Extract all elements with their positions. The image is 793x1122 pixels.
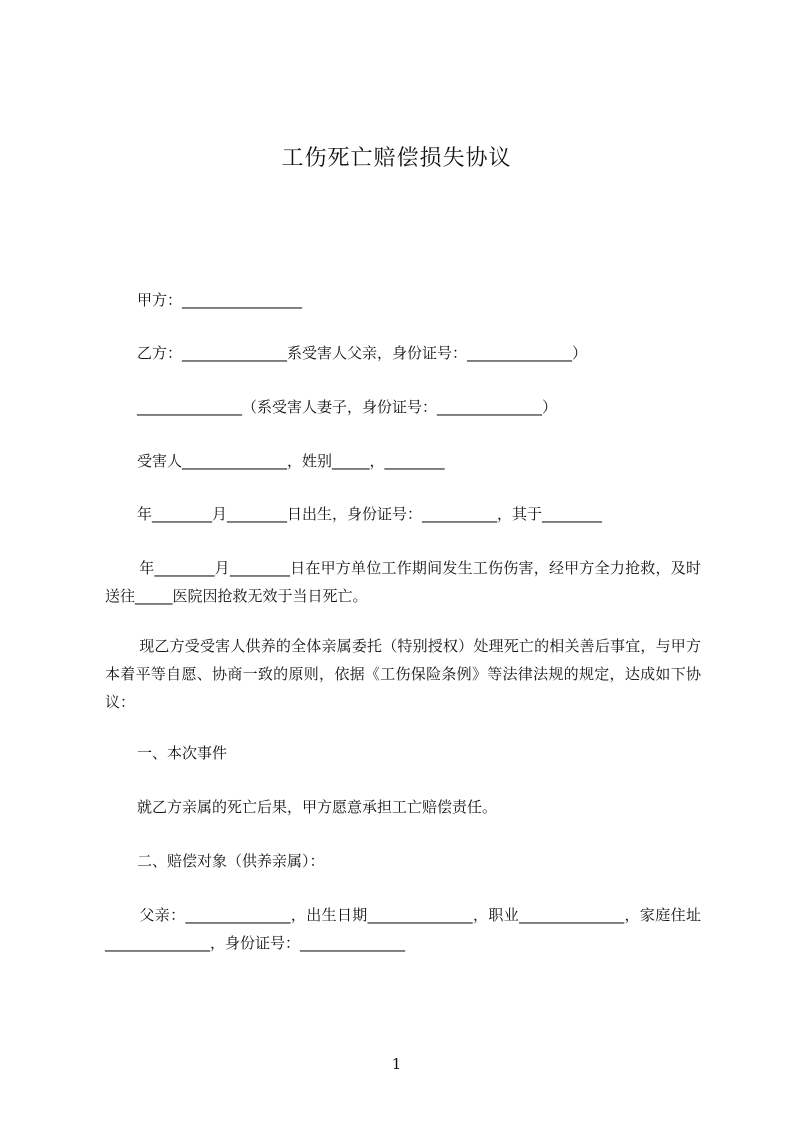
page-number: 1 (391, 1055, 402, 1073)
father-info-text: 父亲：______________，出生日期______________，职业______________，家庭住址______________，身份证号：______________ (105, 906, 701, 952)
party-a-line: 甲方：________________ (137, 291, 303, 309)
section-2-heading: 二、赔偿对象（供养亲属）： (137, 852, 325, 870)
birth-line: 年________月________日出生，身份证号：__________，其于________ (137, 505, 603, 523)
incident-paragraph (105, 554, 701, 610)
incident-text: 年________月________日在甲方单位工作期间发生工伤伤害，经甲方全力抢救，及时送往_____医院因抢救无效于当日死亡。 (105, 559, 701, 605)
preamble-paragraph (105, 632, 701, 716)
preamble-text: 现乙方受受害人供养的全体亲属委托（特别授权）处理死亡的相关善后事宜，与甲方本着平等自愿、协商一致的原则，依据《工伤保险条例》等法律法规的规定，达成如下协议： (105, 637, 701, 711)
section-1-heading: 一、本次事件 (137, 744, 228, 762)
document-title: 工伤死亡赔偿损失协议 (281, 146, 512, 171)
father-info-paragraph (105, 901, 701, 957)
party-b-wife-line: ______________（系受害人妻子，身份证号：______________） (137, 398, 558, 416)
section-1-body: 就乙方亲属的死亡后果，甲方愿意承担工亡赔偿责任。 (137, 798, 498, 816)
party-b-father-line: 乙方：______________系受害人父亲，身份证号：______________） (137, 344, 588, 362)
victim-line: 受害人______________，姓别_____，________ (137, 452, 445, 470)
